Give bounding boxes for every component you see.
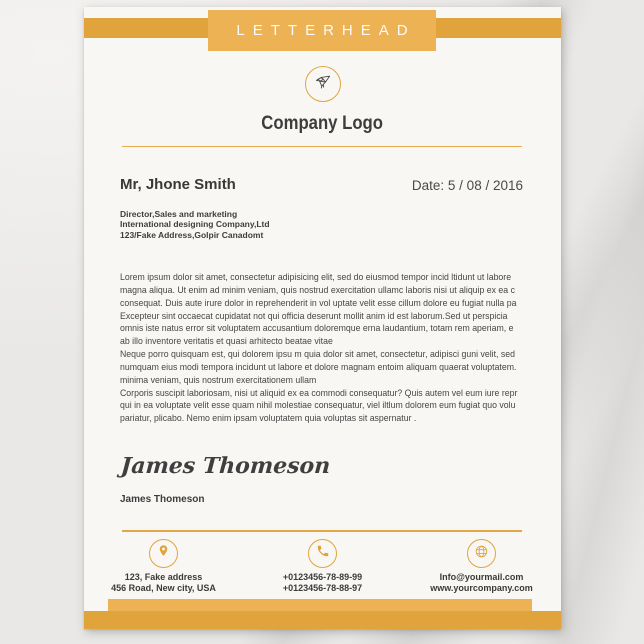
footer-web-line: Info@yourmail.com bbox=[439, 572, 524, 582]
footer-web-column bbox=[402, 539, 561, 594]
body-line: Excepteur sint occaecat cupidatat not qui officia deserunt mollit anim id est laborum.Sed ut perspicia bbox=[120, 310, 508, 322]
letter-body bbox=[120, 272, 528, 426]
footer bbox=[84, 539, 561, 594]
company-logo-label bbox=[84, 113, 561, 135]
origami-bird-icon bbox=[313, 72, 333, 97]
letterhead-banner bbox=[208, 10, 436, 51]
location-pin-icon bbox=[156, 544, 171, 564]
footer-web-line: www.yourcompany.com bbox=[430, 583, 533, 593]
signature-script: James Thomeson bbox=[120, 453, 332, 479]
footer-phone-column bbox=[243, 539, 402, 594]
location-icon-circle bbox=[149, 539, 178, 568]
footer-address-line: 123, Fake address bbox=[124, 572, 203, 582]
body-line: omnis iste natus error sit voluptatem accusantium doloremque erna laudantium, totam rem aperiam, e bbox=[120, 323, 514, 335]
body-line: Lorem ipsum dolor sit amet, consectetur adipisicing elit, sed do eiusmod tempor incid ltidunt ut labore bbox=[120, 272, 512, 283]
body-line: ab illo inventore veritatis et quasi arhitecto beatae vitae bbox=[120, 336, 333, 348]
bottom-gold-bar bbox=[84, 611, 561, 629]
phone-icon-circle bbox=[308, 539, 337, 568]
letterhead-banner-title: LETTERHEAD bbox=[236, 22, 416, 39]
address-line: International designing Company,Ltd bbox=[120, 219, 270, 230]
signature-printed-name: James Thomeson bbox=[120, 494, 205, 505]
body-line: magna aliqua. Ut enim ad minim veniam, quis nostrud exercitation ullamc laboris nisi ut aliquip ex ea c bbox=[120, 284, 515, 296]
company-logo-text: Company Logo bbox=[261, 113, 384, 134]
footer-address-column bbox=[84, 539, 243, 594]
address-line: Director,Sales and marketing bbox=[120, 209, 238, 219]
body-line: minima veniam, quis nostrum exercitationem ullam bbox=[120, 374, 317, 386]
body-line: Corporis suscipit laboriosam, nisi ut aliquid ex ea commodi consequatur? Quis autem vel eum iure repr bbox=[120, 387, 518, 399]
date-text: Date: 5 / 08 / 2016 bbox=[411, 178, 523, 193]
recipient-address-block bbox=[120, 209, 270, 240]
globe-icon bbox=[474, 544, 489, 564]
phone-icon bbox=[316, 544, 330, 563]
footer-phone-line: +0123456-78-89-99 bbox=[282, 572, 363, 582]
body-line: numquam eius modi tempora incidunt ut labore et dolore magnam entoim aliquam quaerat voluptatem. bbox=[120, 361, 517, 373]
body-line: pariatur, plicabo. Nemo enim ipsam voluptatem quia voluptas sit aspernatur . bbox=[120, 413, 417, 425]
address-line: 123/Fake Address,Golpir Canadomt bbox=[120, 229, 264, 240]
header-divider-line bbox=[122, 146, 522, 147]
body-line: consequat. Duis aute irure dolor in reprehenderit in vol uptate velit esse cillum dolore eu fugiat nulla pa bbox=[120, 297, 517, 309]
letterhead-page bbox=[84, 7, 561, 629]
footer-address-line: 456 Road, New city, USA bbox=[111, 583, 216, 593]
body-line: qui in ea voluptate velit esse quam nihil molestiae consequatur, viel iltlum dolorem eum fugiat quo volu bbox=[120, 400, 516, 412]
logo-circle bbox=[305, 66, 341, 102]
footer-divider-line bbox=[122, 530, 522, 532]
globe-icon-circle bbox=[467, 539, 496, 568]
recipient-name: Mr, Jhone Smith bbox=[120, 176, 236, 193]
body-line: Neque porro quisquam est, qui dolorem ipsu m quia dolor sit amet, consectetur, adipisci guni velit, sed bbox=[120, 349, 515, 361]
footer-phone-line: +0123456-78-88-97 bbox=[282, 583, 363, 593]
